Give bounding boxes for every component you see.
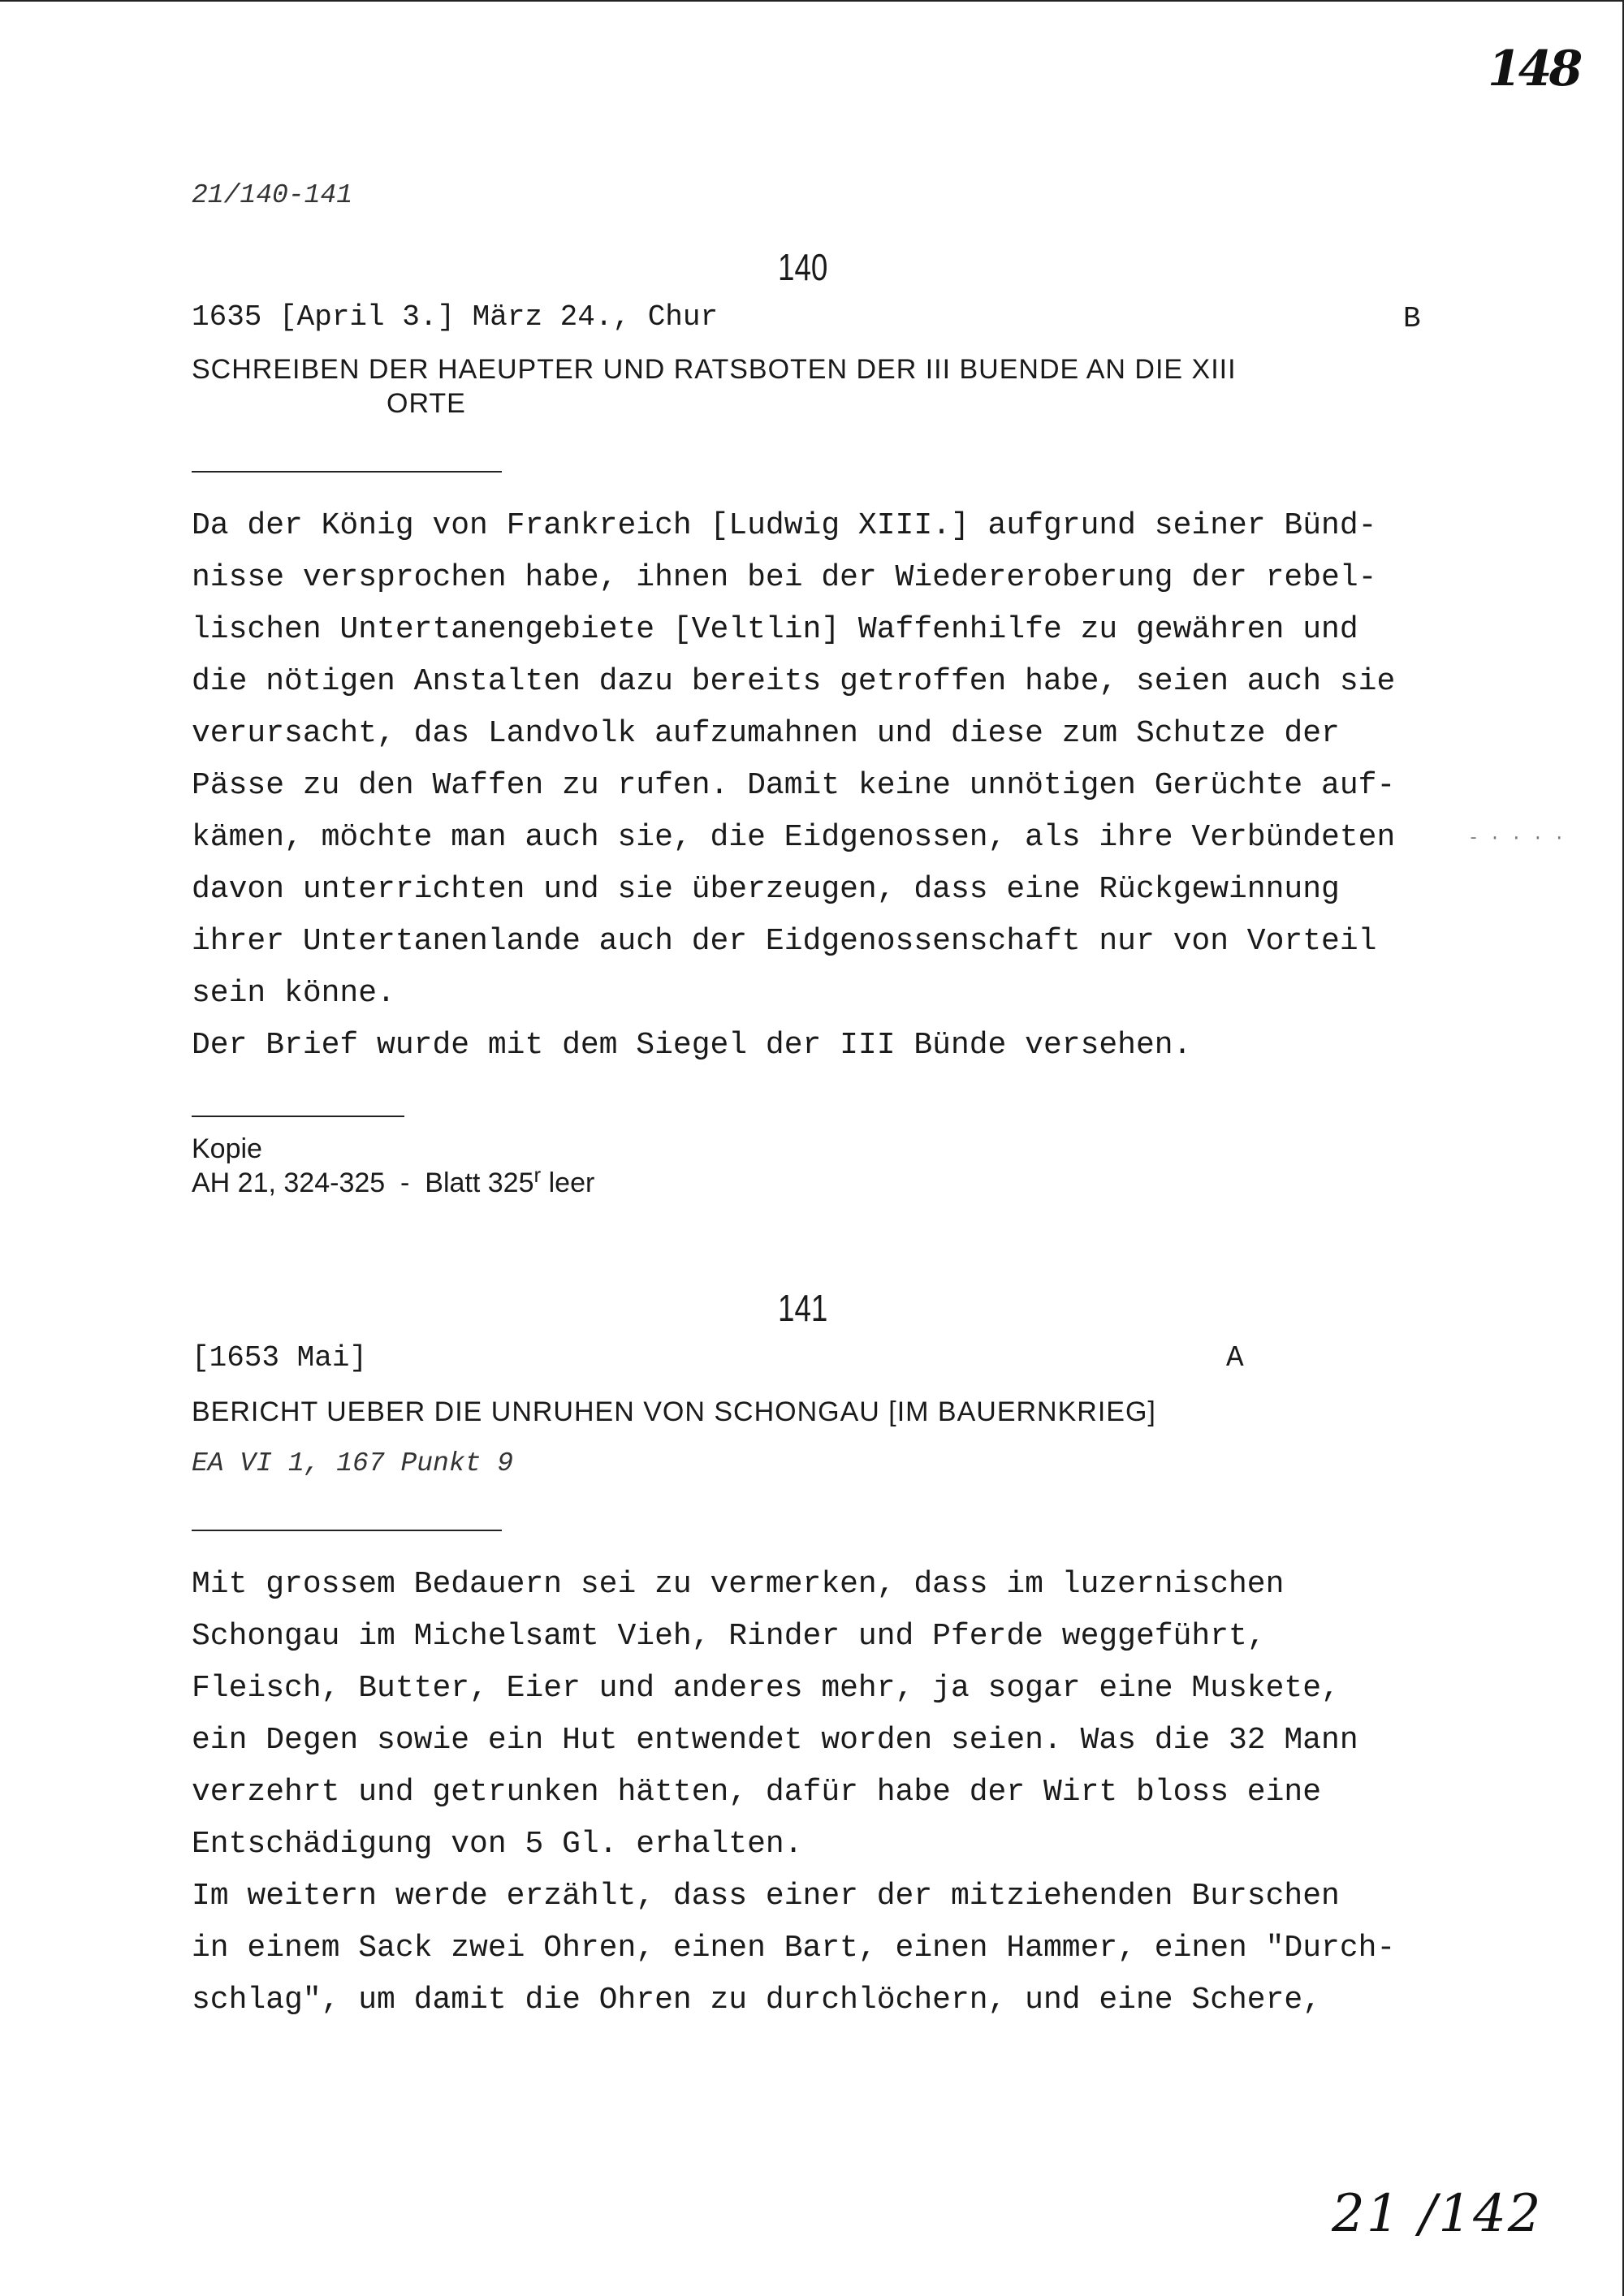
doc140-date-place: 1635 [April 3.] März 24., Chur [192, 300, 719, 334]
doc140-body-line: davon unterrichten und sie überzeugen, dass eine Rückgewinnung [192, 872, 1340, 907]
doc140-source-label: Kopie [192, 1133, 262, 1164]
doc141-body-line: verzehrt und getrunken hätten, dafür habe der Wirt bloss eine [192, 1775, 1322, 1810]
doc140-body-line: verursacht, das Landvolk aufzumahnen und diese zum Schutze der [192, 716, 1340, 751]
doc140-body-line: nisse versprochen habe, ihnen bei der Wiedereroberung der rebel- [192, 560, 1377, 595]
doc141-body-line: Im weitern werde erzählt, dass einer der mitziehenden Burschen [192, 1879, 1340, 1914]
document-number-141: 141 [778, 1287, 828, 1329]
doc141-body-line: Fleisch, Butter, Eier und anderes mehr, ja sogar eine Muskete, [192, 1671, 1340, 1706]
section-divider [192, 1530, 502, 1531]
source-divider [192, 1116, 404, 1117]
doc140-body-line: ihrer Untertanenlande auch der Eidgenossenschaft nur von Vorteil [192, 924, 1377, 959]
doc140-title-line2: ORTE [387, 388, 466, 419]
doc141-date: [1653 Mai] [192, 1341, 368, 1375]
doc141-body-line: Entschädigung von 5 Gl. erhalten. [192, 1827, 803, 1862]
doc140-body-line: lischen Untertanengebiete [Veltlin] Waffenhilfe zu gewähren und [192, 612, 1358, 647]
doc140-title-line1: SCHREIBEN DER HAEUPTER UND RATSBOTEN DER III BUENDE AN DIE XIII [192, 354, 1237, 385]
doc140-body-line: sein könne. [192, 976, 395, 1011]
doc140-body-line: Pässe zu den Waffen zu rufen. Damit keine unnötigen Gerüchte auf- [192, 768, 1396, 803]
doc141-type-letter: A [1226, 1341, 1244, 1375]
archive-reference: 21/140-141 [192, 180, 353, 210]
document-number-140: 140 [778, 246, 828, 288]
doc140-body-line: Der Brief wurde mit dem Siegel der III Bünde versehen. [192, 1028, 1192, 1063]
doc141-body-line: in einem Sack zwei Ohren, einen Bart, einen Hammer, einen "Durch- [192, 1931, 1396, 1966]
section-divider [192, 471, 502, 473]
doc141-body-line: Schongau im Michelsamt Vieh, Rinder und Pferde weggeführt, [192, 1619, 1266, 1654]
doc141-citation: EA VI 1, 167 Punkt 9 [192, 1448, 514, 1478]
scan-mark: - · · · · [1468, 828, 1565, 848]
doc140-body-line: die nötigen Anstalten dazu bereits getroffen habe, seien auch sie [192, 664, 1396, 699]
doc140-source-reference: AH 21, 324-325 - Blatt 325$^r$ leer [192, 1163, 595, 1198]
superscript-recto: r [533, 1163, 542, 1187]
doc141-title: BERICHT UEBER DIE UNRUHEN VON SCHONGAU [IM BAUERNKRIEG] [192, 1396, 1156, 1427]
handwritten-folio-number: 148 [1488, 41, 1580, 97]
doc140-body-line: kämen, möchte man auch sie, die Eidgenossen, als ihre Verbündeten [192, 820, 1396, 855]
doc140-body-line: Da der König von Frankreich [Ludwig XIII.] aufgrund seiner Bünd- [192, 508, 1377, 543]
handwritten-page-reference: 21 /142 [1332, 2184, 1543, 2244]
doc141-body-line: ein Degen sowie ein Hut entwendet worden seien. Was die 32 Mann [192, 1723, 1358, 1758]
doc141-body-line: schlag", um damit die Ohren zu durchlöchern, und eine Schere, [192, 1983, 1322, 2018]
doc140-type-letter: B [1403, 302, 1421, 335]
doc141-body-line: Mit grossem Bedauern sei zu vermerken, dass im luzernischen [192, 1567, 1285, 1602]
